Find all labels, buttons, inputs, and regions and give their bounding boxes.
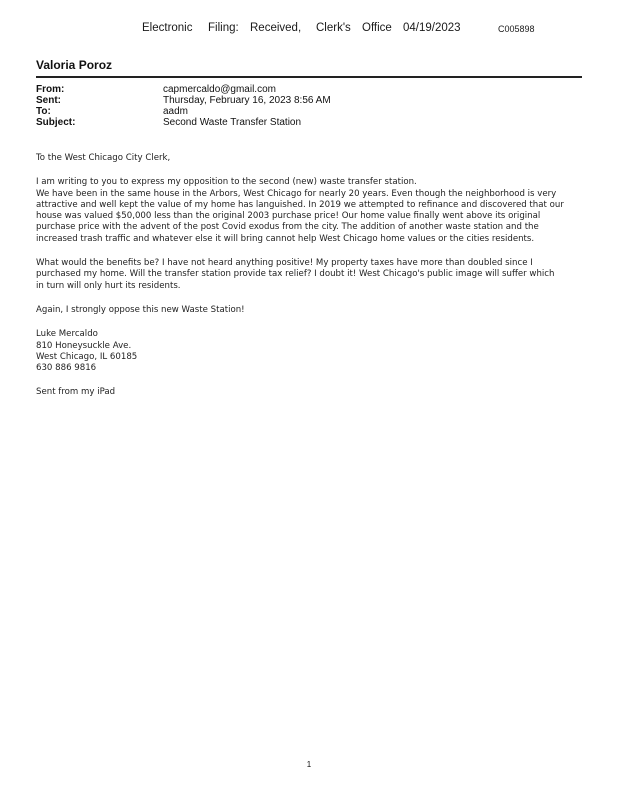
subject: Second Waste Transfer Station bbox=[163, 117, 302, 128]
stamp-date: 04/19/2023 bbox=[403, 22, 461, 34]
recipient: aadm bbox=[163, 106, 189, 117]
stamp-doc-id: C005898 bbox=[498, 24, 535, 34]
signature-name: Luke Mercaldo bbox=[36, 329, 98, 340]
header-label: Sent: bbox=[36, 95, 61, 106]
body-line: purchase price with the advent of the post Covid exodus from the city. The addition of another waste station and the bbox=[36, 222, 539, 233]
signature-city: West Chicago, IL 60185 bbox=[36, 351, 138, 362]
author-name: Valoria Poroz bbox=[36, 58, 113, 72]
sent-date: Thursday, February 16, 2023 8:56 AM bbox=[163, 95, 331, 106]
stamp-word: Filing: bbox=[208, 22, 239, 34]
signature-street: 810 Honeysuckle Ave. bbox=[36, 340, 132, 351]
page-number: 1 bbox=[306, 760, 312, 769]
sent-from-footer: Sent from my iPad bbox=[36, 387, 116, 398]
sender-email: capmercaldo@gmail.com bbox=[163, 84, 276, 95]
body-line: in turn will only hurt its residents. bbox=[36, 280, 181, 291]
body-line: house was valued $50,000 less than the original 2003 purchase price! Our home value finally went above its original bbox=[36, 211, 541, 222]
header-row-from bbox=[36, 84, 582, 95]
email-headers bbox=[36, 84, 582, 128]
header-row-sent bbox=[36, 95, 582, 106]
header-label: Subject: bbox=[36, 117, 76, 128]
body-line: I am writing to you to express my opposition to the second (new) waste transfer station. bbox=[36, 177, 417, 188]
signature-block bbox=[36, 329, 584, 374]
header-label: From: bbox=[36, 84, 65, 95]
header-divider bbox=[36, 76, 582, 78]
email-body bbox=[36, 153, 584, 412]
paragraph-closing: Again, I strongly oppose this new Waste Station! bbox=[36, 304, 245, 315]
stamp-word: Electronic bbox=[142, 22, 193, 34]
header-label: To: bbox=[36, 106, 51, 117]
stamp-word: Received, bbox=[250, 22, 302, 34]
header-row-subject bbox=[36, 117, 582, 128]
body-line: What would the benefits be? I have not heard anything positive! My property taxes have more than doubled since I bbox=[36, 258, 533, 269]
stamp-word: Office bbox=[362, 22, 392, 34]
paragraph-benefits bbox=[36, 258, 584, 292]
body-line: purchased my home. Will the transfer station provide tax relief? I doubt it! West Chicago's public image will suffer which bbox=[36, 269, 555, 280]
stamp-word: Clerk's bbox=[316, 22, 351, 34]
paragraph-opposition bbox=[36, 177, 584, 245]
header-row-to bbox=[36, 106, 582, 117]
body-line: We have been in the same house in the Arbors, West Chicago for nearly 20 years. Even though the neighborhood is very bbox=[36, 188, 557, 199]
body-line: attractive and well kept the value of my home has languished. In 2019 we attempted to refinance and discovered that our bbox=[36, 199, 564, 210]
body-line: increased trash traffic and whatever else it will bring cannot help West Chicago home values or the cities residents. bbox=[36, 233, 535, 244]
filing-stamp bbox=[0, 22, 618, 36]
signature-phone: 630 886 9816 bbox=[36, 363, 97, 374]
greeting: To the West Chicago City Clerk, bbox=[36, 153, 171, 163]
